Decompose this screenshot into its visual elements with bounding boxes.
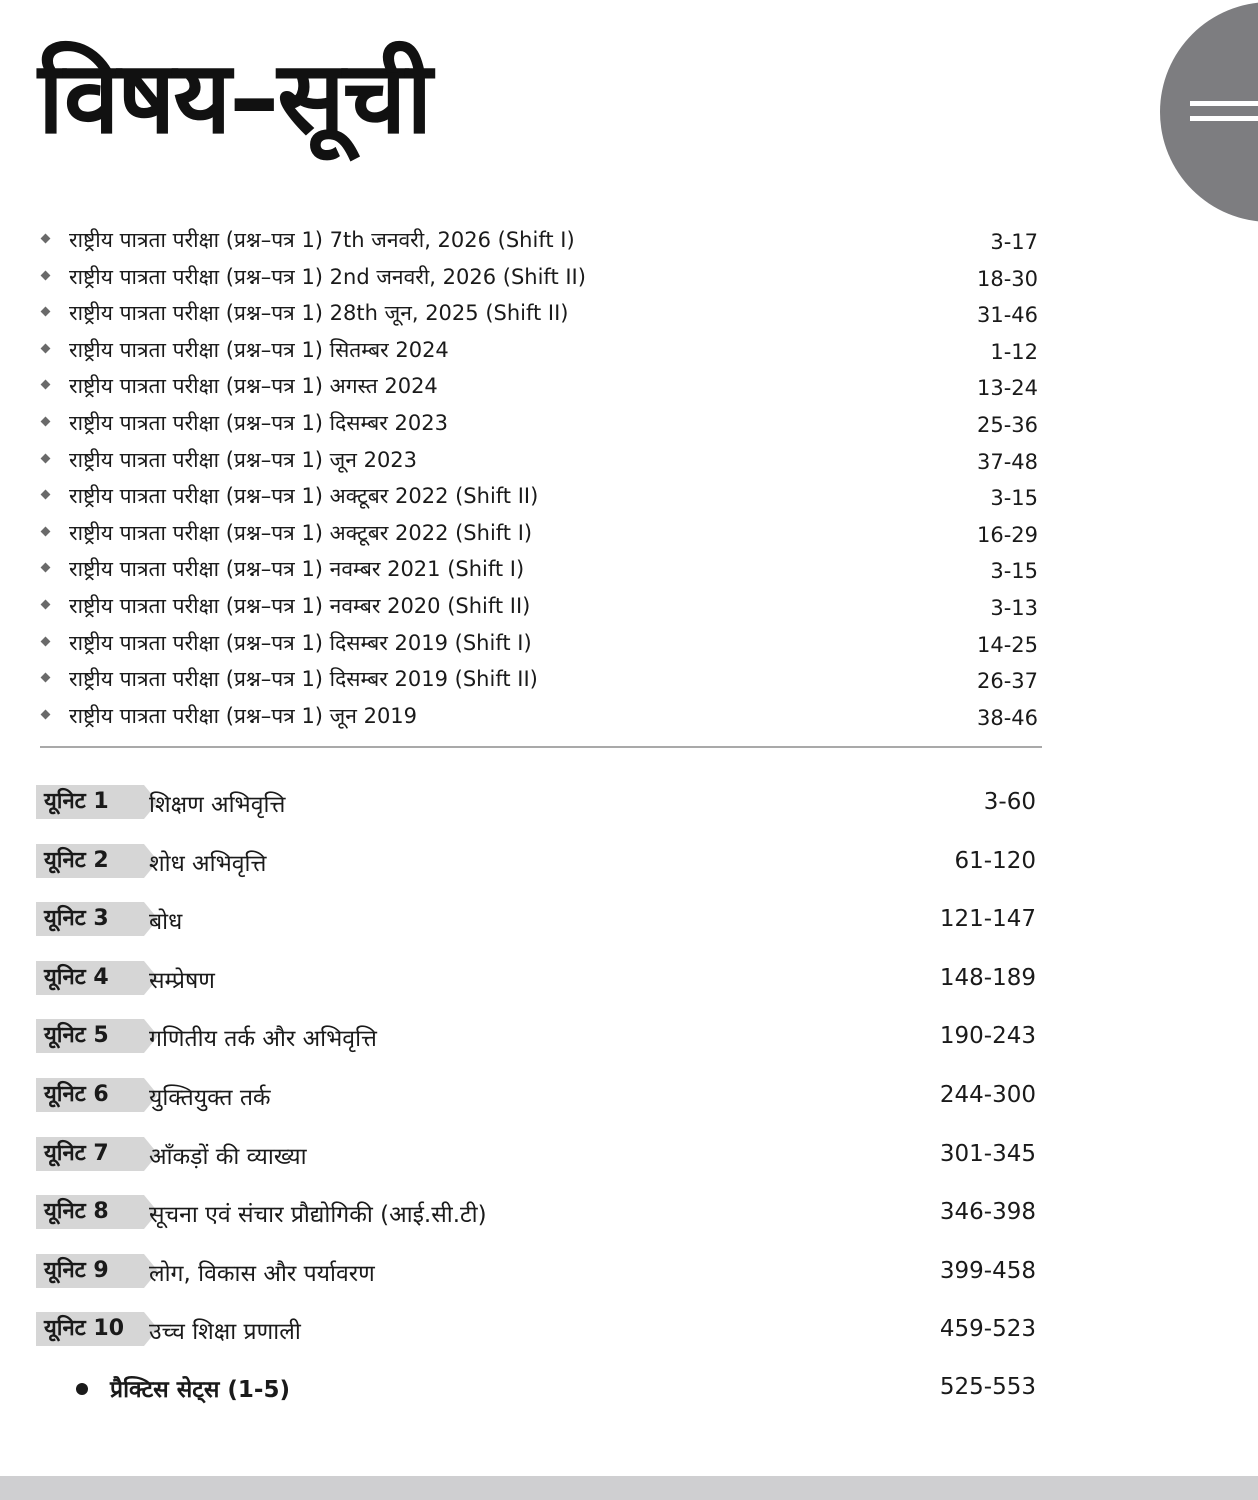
practice-sets-title: प्रैक्टिस सेट्स (1-5): [110, 1377, 290, 1403]
page-range: 16-29: [976, 522, 1038, 547]
diamond-bullet-icon: [41, 343, 51, 353]
page-range: 148-189: [939, 964, 1036, 991]
page-range: 346-398: [939, 1199, 1036, 1226]
page-range: 525-553: [939, 1374, 1036, 1400]
unit-name: शोध अभिवृत्ति: [149, 850, 267, 877]
exam-paper-title: राष्ट्रीय पात्रता परीक्षा (प्रश्न–पत्र 1) जून 2019: [69, 703, 418, 728]
page-range: 190-243: [939, 1023, 1036, 1050]
diamond-bullet-icon: [41, 563, 51, 573]
page-range: 26-37: [976, 669, 1038, 694]
unit-tag: यूनिट 4: [36, 961, 144, 995]
unit-tag: यूनिट 3: [36, 902, 144, 936]
page-range: 3-13: [990, 595, 1038, 620]
unit-name: युक्तियुक्त तर्क: [149, 1084, 271, 1111]
page-range: 25-36: [976, 412, 1038, 437]
unit-tag: यूनिट 2: [36, 844, 144, 878]
page-range: 61-120: [954, 847, 1036, 874]
unit-name: बोध: [149, 909, 183, 936]
exam-paper-title: राष्ट्रीय पात्रता परीक्षा (प्रश्न–पत्र 1) अक्टूबर 2022 (Shift II): [69, 484, 539, 509]
unit-tag: यूनिट 6: [36, 1078, 144, 1112]
page-title: विषय–सूची: [38, 39, 431, 156]
exam-paper-title: राष्ट्रीय पात्रता परीक्षा (प्रश्न–पत्र 1) 28th जून, 2025 (Shift II): [69, 301, 569, 326]
page-range: 31-46: [976, 303, 1038, 328]
list-item[interactable]: [40, 407, 1040, 444]
exam-paper-title: राष्ट्रीय पात्रता परीक्षा (प्रश्न–पत्र 1) सितम्बर 2024: [69, 337, 449, 362]
unit-list: [36, 783, 1036, 1369]
unit-row[interactable]: [36, 1252, 1036, 1311]
unit-tag: यूनिट 1: [36, 785, 144, 819]
section-divider: [40, 746, 1042, 748]
unit-tag: यूनिट 9: [36, 1254, 144, 1288]
exam-paper-title: राष्ट्रीय पात्रता परीक्षा (प्रश्न–पत्र 1) नवम्बर 2020 (Shift II): [69, 593, 531, 618]
unit-row[interactable]: [36, 842, 1036, 901]
unit-row[interactable]: [36, 1076, 1036, 1135]
page-range: 399-458: [939, 1257, 1036, 1284]
exam-paper-title: राष्ट्रीय पात्रता परीक्षा (प्रश्न–पत्र 1) दिसम्बर 2019 (Shift II): [69, 667, 538, 692]
unit-name: उच्च शिक्षा प्रणाली: [149, 1319, 301, 1346]
list-item[interactable]: [40, 517, 1040, 554]
page-range: 301-345: [939, 1140, 1036, 1167]
exam-paper-title: राष्ट्रीय पात्रता परीक्षा (प्रश्न–पत्र 1) जून 2023: [69, 447, 418, 472]
diamond-bullet-icon: [41, 417, 51, 427]
list-item[interactable]: [40, 663, 1040, 700]
page-range: 37-48: [976, 449, 1038, 474]
unit-row[interactable]: [36, 1310, 1036, 1369]
list-item[interactable]: [40, 480, 1040, 517]
diamond-bullet-icon: [41, 380, 51, 390]
unit-name: शिक्षण अभिवृत्ति: [149, 792, 286, 818]
unit-name: आँकड़ों की व्याख्या: [149, 1143, 307, 1170]
unit-tag: यूनिट 5: [36, 1019, 144, 1053]
exam-paper-title: राष्ट्रीय पात्रता परीक्षा (प्रश्न–पत्र 1) 7th जनवरी, 2026 (Shift I): [69, 228, 575, 252]
exam-paper-title: राष्ट्रीय पात्रता परीक्षा (प्रश्न–पत्र 1) अगस्त 2024: [69, 374, 438, 399]
list-item[interactable]: [40, 224, 1040, 261]
unit-tag: यूनिट 10: [36, 1312, 144, 1346]
exam-paper-title: राष्ट्रीय पात्रता परीक्षा (प्रश्न–पत्र 1) दिसम्बर 2023: [69, 410, 448, 435]
diamond-bullet-icon: [41, 270, 51, 280]
unit-name: सूचना एवं संचार प्रौद्योगिकी (आई.सी.टी): [149, 1202, 487, 1229]
list-item[interactable]: [40, 700, 1040, 737]
list-item[interactable]: [40, 553, 1040, 590]
page-range: 18-30: [976, 266, 1038, 291]
page-range: 38-46: [976, 705, 1038, 730]
unit-row[interactable]: [36, 783, 1036, 842]
list-item[interactable]: [40, 444, 1040, 481]
exam-paper-title: राष्ट्रीय पात्रता परीक्षा (प्रश्न–पत्र 1) दिसम्बर 2019 (Shift I): [69, 630, 532, 655]
diamond-bullet-icon: [41, 599, 51, 609]
page-range: 121-147: [939, 906, 1036, 933]
diamond-bullet-icon: [41, 636, 51, 646]
diamond-bullet-icon: [41, 234, 51, 244]
round-bullet-icon: [76, 1383, 88, 1395]
page-range: 13-24: [976, 376, 1038, 401]
list-item[interactable]: [40, 370, 1040, 407]
exam-paper-list: [40, 224, 1040, 736]
corner-tab-line: [1190, 101, 1258, 106]
exam-paper-title: राष्ट्रीय पात्रता परीक्षा (प्रश्न–पत्र 1) 2nd जनवरी, 2026 (Shift II): [69, 264, 586, 289]
unit-name: गणितीय तर्क और अभिवृत्ति: [149, 1026, 377, 1053]
unit-row[interactable]: [36, 1193, 1036, 1252]
page-range: 1-12: [990, 339, 1038, 364]
unit-row[interactable]: [36, 959, 1036, 1018]
corner-tab-line: [1190, 116, 1258, 121]
page-range: 3-17: [990, 230, 1038, 254]
exam-paper-title: राष्ट्रीय पात्रता परीक्षा (प्रश्न–पत्र 1) अक्टूबर 2022 (Shift I): [69, 520, 533, 545]
practice-sets-row[interactable]: [36, 1370, 1036, 1406]
unit-row[interactable]: [36, 900, 1036, 959]
diamond-bullet-icon: [41, 709, 51, 719]
page-range: 3-60: [983, 789, 1036, 815]
list-item[interactable]: [40, 261, 1040, 298]
diamond-bullet-icon: [41, 526, 51, 536]
diamond-bullet-icon: [41, 490, 51, 500]
list-item[interactable]: [40, 590, 1040, 627]
diamond-bullet-icon: [41, 673, 51, 683]
page-range: 14-25: [976, 632, 1038, 657]
page-range: 244-300: [939, 1081, 1036, 1108]
list-item[interactable]: [40, 297, 1040, 334]
page-range: 3-15: [990, 486, 1038, 511]
unit-tag: यूनिट 7: [36, 1137, 144, 1171]
page-range: 3-15: [990, 559, 1038, 584]
footer-band: [0, 1476, 1258, 1500]
corner-tab: [1160, 2, 1258, 222]
unit-name: लोग, विकास और पर्यावरण: [149, 1260, 375, 1287]
diamond-bullet-icon: [41, 453, 51, 463]
list-item[interactable]: [40, 334, 1040, 371]
unit-row[interactable]: [36, 1017, 1036, 1076]
diamond-bullet-icon: [41, 307, 51, 317]
list-item[interactable]: [40, 627, 1040, 664]
page-range: 459-523: [939, 1316, 1036, 1343]
unit-name: सम्प्रेषण: [149, 967, 215, 994]
exam-paper-title: राष्ट्रीय पात्रता परीक्षा (प्रश्न–पत्र 1) नवम्बर 2021 (Shift I): [69, 557, 525, 582]
unit-tag: यूनिट 8: [36, 1195, 144, 1229]
unit-row[interactable]: [36, 1135, 1036, 1194]
